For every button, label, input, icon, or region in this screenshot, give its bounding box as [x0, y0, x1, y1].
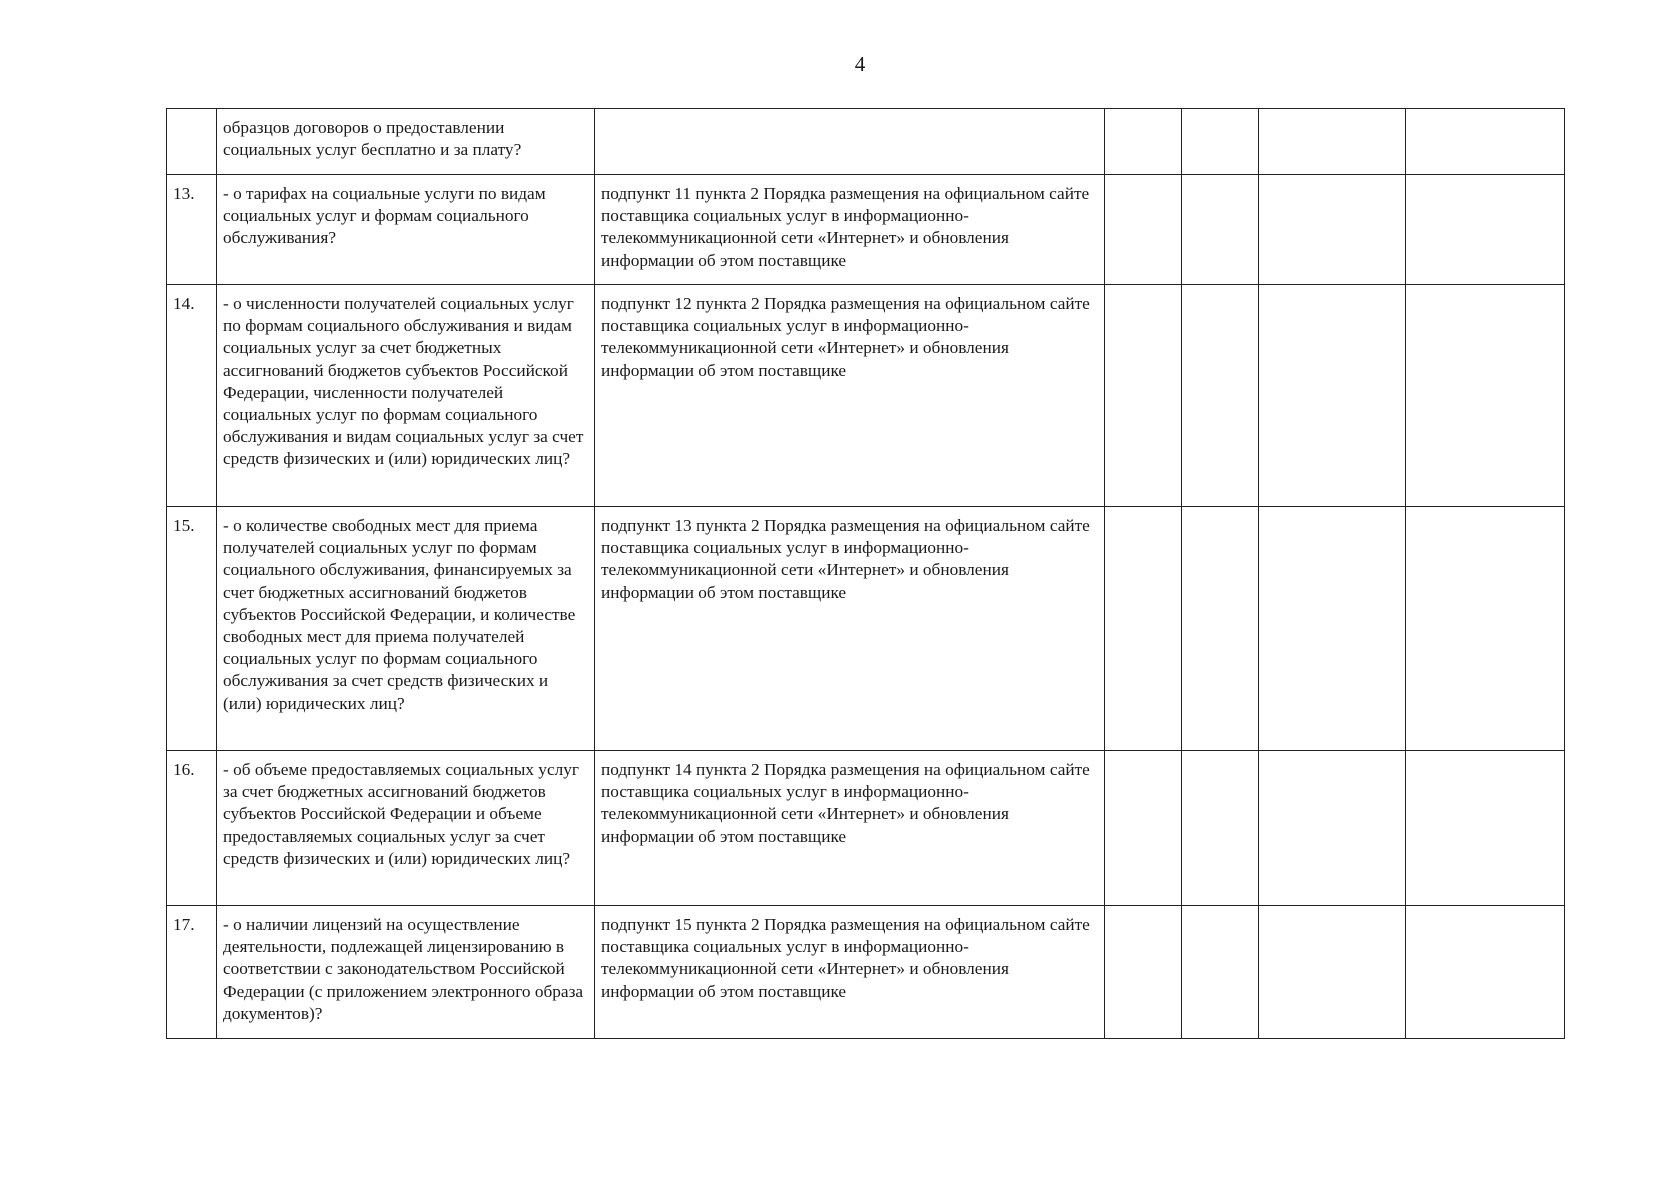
answer-yes-cell [1105, 751, 1182, 906]
table-row [167, 906, 1565, 1039]
row-number [167, 109, 217, 175]
question-cell: - о наличии лицензий на осуществление деятельности, подлежащей лицензированию в соответствии с законодательством Российской Федерации (с приложением электронного образа документов)? [217, 906, 595, 1039]
answer-no-cell [1182, 109, 1259, 175]
note-cell [1406, 285, 1565, 507]
legal-basis-cell: подпункт 13 пункта 2 Порядка размещения на официальном сайте поставщика социальных услуг в информационно-телекоммуникационной сети «Интернет» и обновления информации об этом поставщике [595, 507, 1105, 751]
question-cell: - об объеме предоставляемых социальных услуг за счет бюджетных ассигнований бюджетов субъектов Российской Федерации и объеме предоставляемых социальных услуг за счет средств физических и (или) юридических лиц? [217, 751, 595, 906]
table-row [167, 109, 1565, 175]
row-number: 16. [167, 751, 217, 906]
note-cell [1406, 109, 1565, 175]
page-number: 4 [854, 52, 866, 76]
note-cell [1406, 906, 1565, 1039]
answer-na-cell [1259, 109, 1406, 175]
question-cell: - о тарифах на социальные услуги по видам социальных услуг и формам социального обслуживания? [217, 175, 595, 285]
answer-no-cell [1182, 751, 1259, 906]
answer-no-cell [1182, 906, 1259, 1039]
answer-yes-cell [1105, 906, 1182, 1039]
legal-basis-cell: подпункт 15 пункта 2 Порядка размещения на официальном сайте поставщика социальных услуг в информационно-телекоммуникационной сети «Интернет» и обновления информации об этом поставщике [595, 906, 1105, 1039]
row-number: 17. [167, 906, 217, 1039]
answer-na-cell [1259, 507, 1406, 751]
answer-na-cell [1259, 285, 1406, 507]
answer-no-cell [1182, 507, 1259, 751]
legal-basis-cell [595, 109, 1105, 175]
table-row [167, 507, 1565, 751]
legal-basis-cell: подпункт 11 пункта 2 Порядка размещения на официальном сайте поставщика социальных услуг в информационно-телекоммуникационной сети «Интернет» и обновления информации об этом поставщике [595, 175, 1105, 285]
question-cell: - о количестве свободных мест для приема получателей социальных услуг по формам социального обслуживания, финансируемых за счет бюджетных ассигнований бюджетов субъектов Российской Федерации, и количестве свободных мест для приема получателей социальных услуг по формам социального обслуживания за счет средств физических и (или) юридических лиц? [217, 507, 595, 751]
answer-na-cell [1259, 906, 1406, 1039]
answer-yes-cell [1105, 285, 1182, 507]
table-row [167, 751, 1565, 906]
note-cell [1406, 751, 1565, 906]
note-cell [1406, 175, 1565, 285]
question-cell: образцов договоров о предоставлении социальных услуг бесплатно и за плату? [217, 109, 595, 175]
answer-na-cell [1259, 751, 1406, 906]
answer-no-cell [1182, 175, 1259, 285]
answer-na-cell [1259, 175, 1406, 285]
row-number: 15. [167, 507, 217, 751]
answer-yes-cell [1105, 109, 1182, 175]
question-cell: - о численности получателей социальных услуг по формам социального обслуживания и видам социальных услуг за счет бюджетных ассигнований бюджетов субъектов Российской Федерации, численности получателей социальных услуг по формам социального обслуживания и видам социальных услуг за счет средств физических и (или) юридических лиц? [217, 285, 595, 507]
answer-no-cell [1182, 285, 1259, 507]
legal-basis-cell: подпункт 12 пункта 2 Порядка размещения на официальном сайте поставщика социальных услуг в информационно-телекоммуникационной сети «Интернет» и обновления информации об этом поставщике [595, 285, 1105, 507]
note-cell [1406, 507, 1565, 751]
legal-basis-cell: подпункт 14 пункта 2 Порядка размещения на официальном сайте поставщика социальных услуг в информационно-телекоммуникационной сети «Интернет» и обновления информации об этом поставщике [595, 751, 1105, 906]
checklist-table [166, 108, 1565, 1039]
table-row [167, 175, 1565, 285]
answer-yes-cell [1105, 507, 1182, 751]
row-number: 14. [167, 285, 217, 507]
row-number: 13. [167, 175, 217, 285]
table-row [167, 285, 1565, 507]
answer-yes-cell [1105, 175, 1182, 285]
